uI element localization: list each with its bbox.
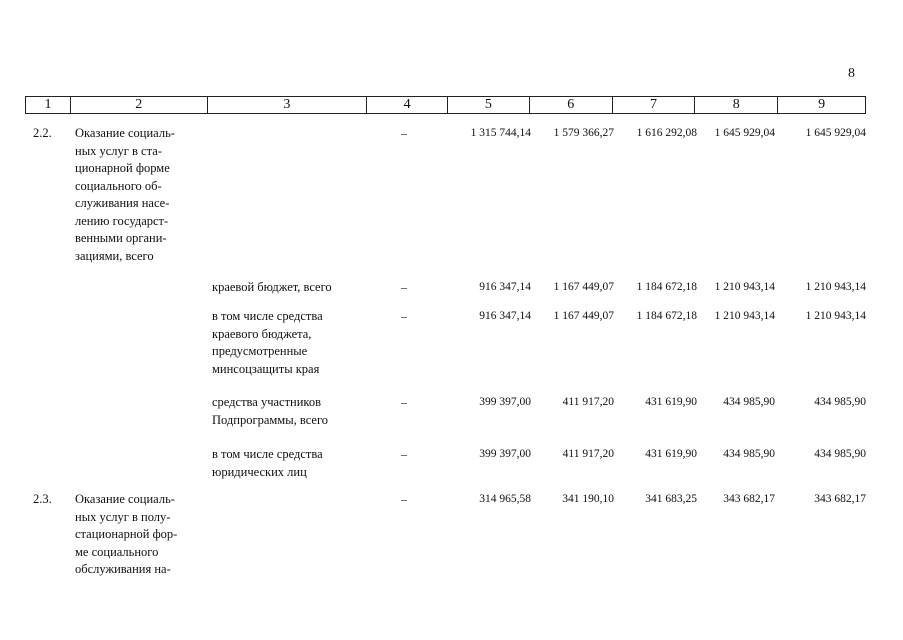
row-mark: –: [401, 447, 407, 461]
value-col-6: 1 167 449,07: [553, 310, 614, 322]
value-col-8: 1 645 929,04: [714, 127, 775, 139]
row-mark: –: [401, 309, 407, 323]
row-source: в том числе средства краевого бюджета, предусмотренные минсоцзащиты края: [212, 309, 323, 376]
header-col-8: 8: [695, 97, 778, 113]
row-name: Оказание социаль- ных услуг в ста- ционарной форме социального об- служивания насе- лению государст- венными органи- зациями, всего: [75, 126, 175, 263]
header-col-7: 7: [613, 97, 696, 113]
row-mark: –: [401, 395, 407, 409]
value-col-8: 1 210 943,14: [714, 281, 775, 293]
value-col-6: 341 190,10: [562, 493, 614, 505]
row-mark: –: [401, 126, 407, 140]
value-col-8: 343 682,17: [723, 493, 775, 505]
header-col-1: 1: [26, 97, 71, 113]
value-col-7: 1 184 672,18: [636, 310, 697, 322]
header-col-2: 2: [71, 97, 208, 113]
value-col-6: 1 167 449,07: [553, 281, 614, 293]
row-source: краевой бюджет, всего: [212, 280, 332, 294]
value-col-6: 1 579 366,27: [553, 127, 614, 139]
value-col-7: 341 683,25: [645, 493, 697, 505]
value-col-6: 411 917,20: [562, 448, 614, 460]
value-col-7: 431 619,90: [645, 396, 697, 408]
value-col-5: 916 347,14: [479, 281, 531, 293]
value-col-8: 1 210 943,14: [714, 310, 775, 322]
header-col-6: 6: [530, 97, 613, 113]
row-name: Оказание социаль- ных услуг в полу- стационарной фор- ме социального обслуживания на-: [75, 492, 178, 576]
value-col-6: 411 917,20: [562, 396, 614, 408]
row-code: 2.3.: [33, 492, 52, 506]
value-col-5: 314 965,58: [479, 493, 531, 505]
value-col-9: 1 210 943,14: [805, 310, 866, 322]
value-col-8: 434 985,90: [723, 396, 775, 408]
value-col-5: 1 315 744,14: [470, 127, 531, 139]
value-col-5: 399 397,00: [479, 448, 531, 460]
row-mark: –: [401, 280, 407, 294]
page-number: 8: [848, 66, 855, 81]
value-col-9: 343 682,17: [814, 493, 866, 505]
value-col-8: 434 985,90: [723, 448, 775, 460]
value-col-9: 1 645 929,04: [805, 127, 866, 139]
row-mark: –: [401, 492, 407, 506]
header-col-4: 4: [367, 97, 448, 113]
value-col-7: 431 619,90: [645, 448, 697, 460]
row-source: в том числе средства юридических лиц: [212, 447, 323, 479]
value-col-9: 434 985,90: [814, 448, 866, 460]
table-header-row: [25, 96, 866, 114]
value-col-5: 916 347,14: [479, 310, 531, 322]
header-col-5: 5: [448, 97, 530, 113]
header-col-9: 9: [818, 97, 826, 112]
header-col-3: 3: [208, 97, 368, 113]
value-col-5: 399 397,00: [479, 396, 531, 408]
value-col-7: 1 616 292,08: [636, 127, 697, 139]
value-col-9: 1 210 943,14: [805, 281, 866, 293]
value-col-7: 1 184 672,18: [636, 281, 697, 293]
row-source: средства участников Подпрограммы, всего: [212, 395, 329, 427]
value-col-9: 434 985,90: [814, 396, 866, 408]
row-code: 2.2.: [33, 126, 52, 140]
